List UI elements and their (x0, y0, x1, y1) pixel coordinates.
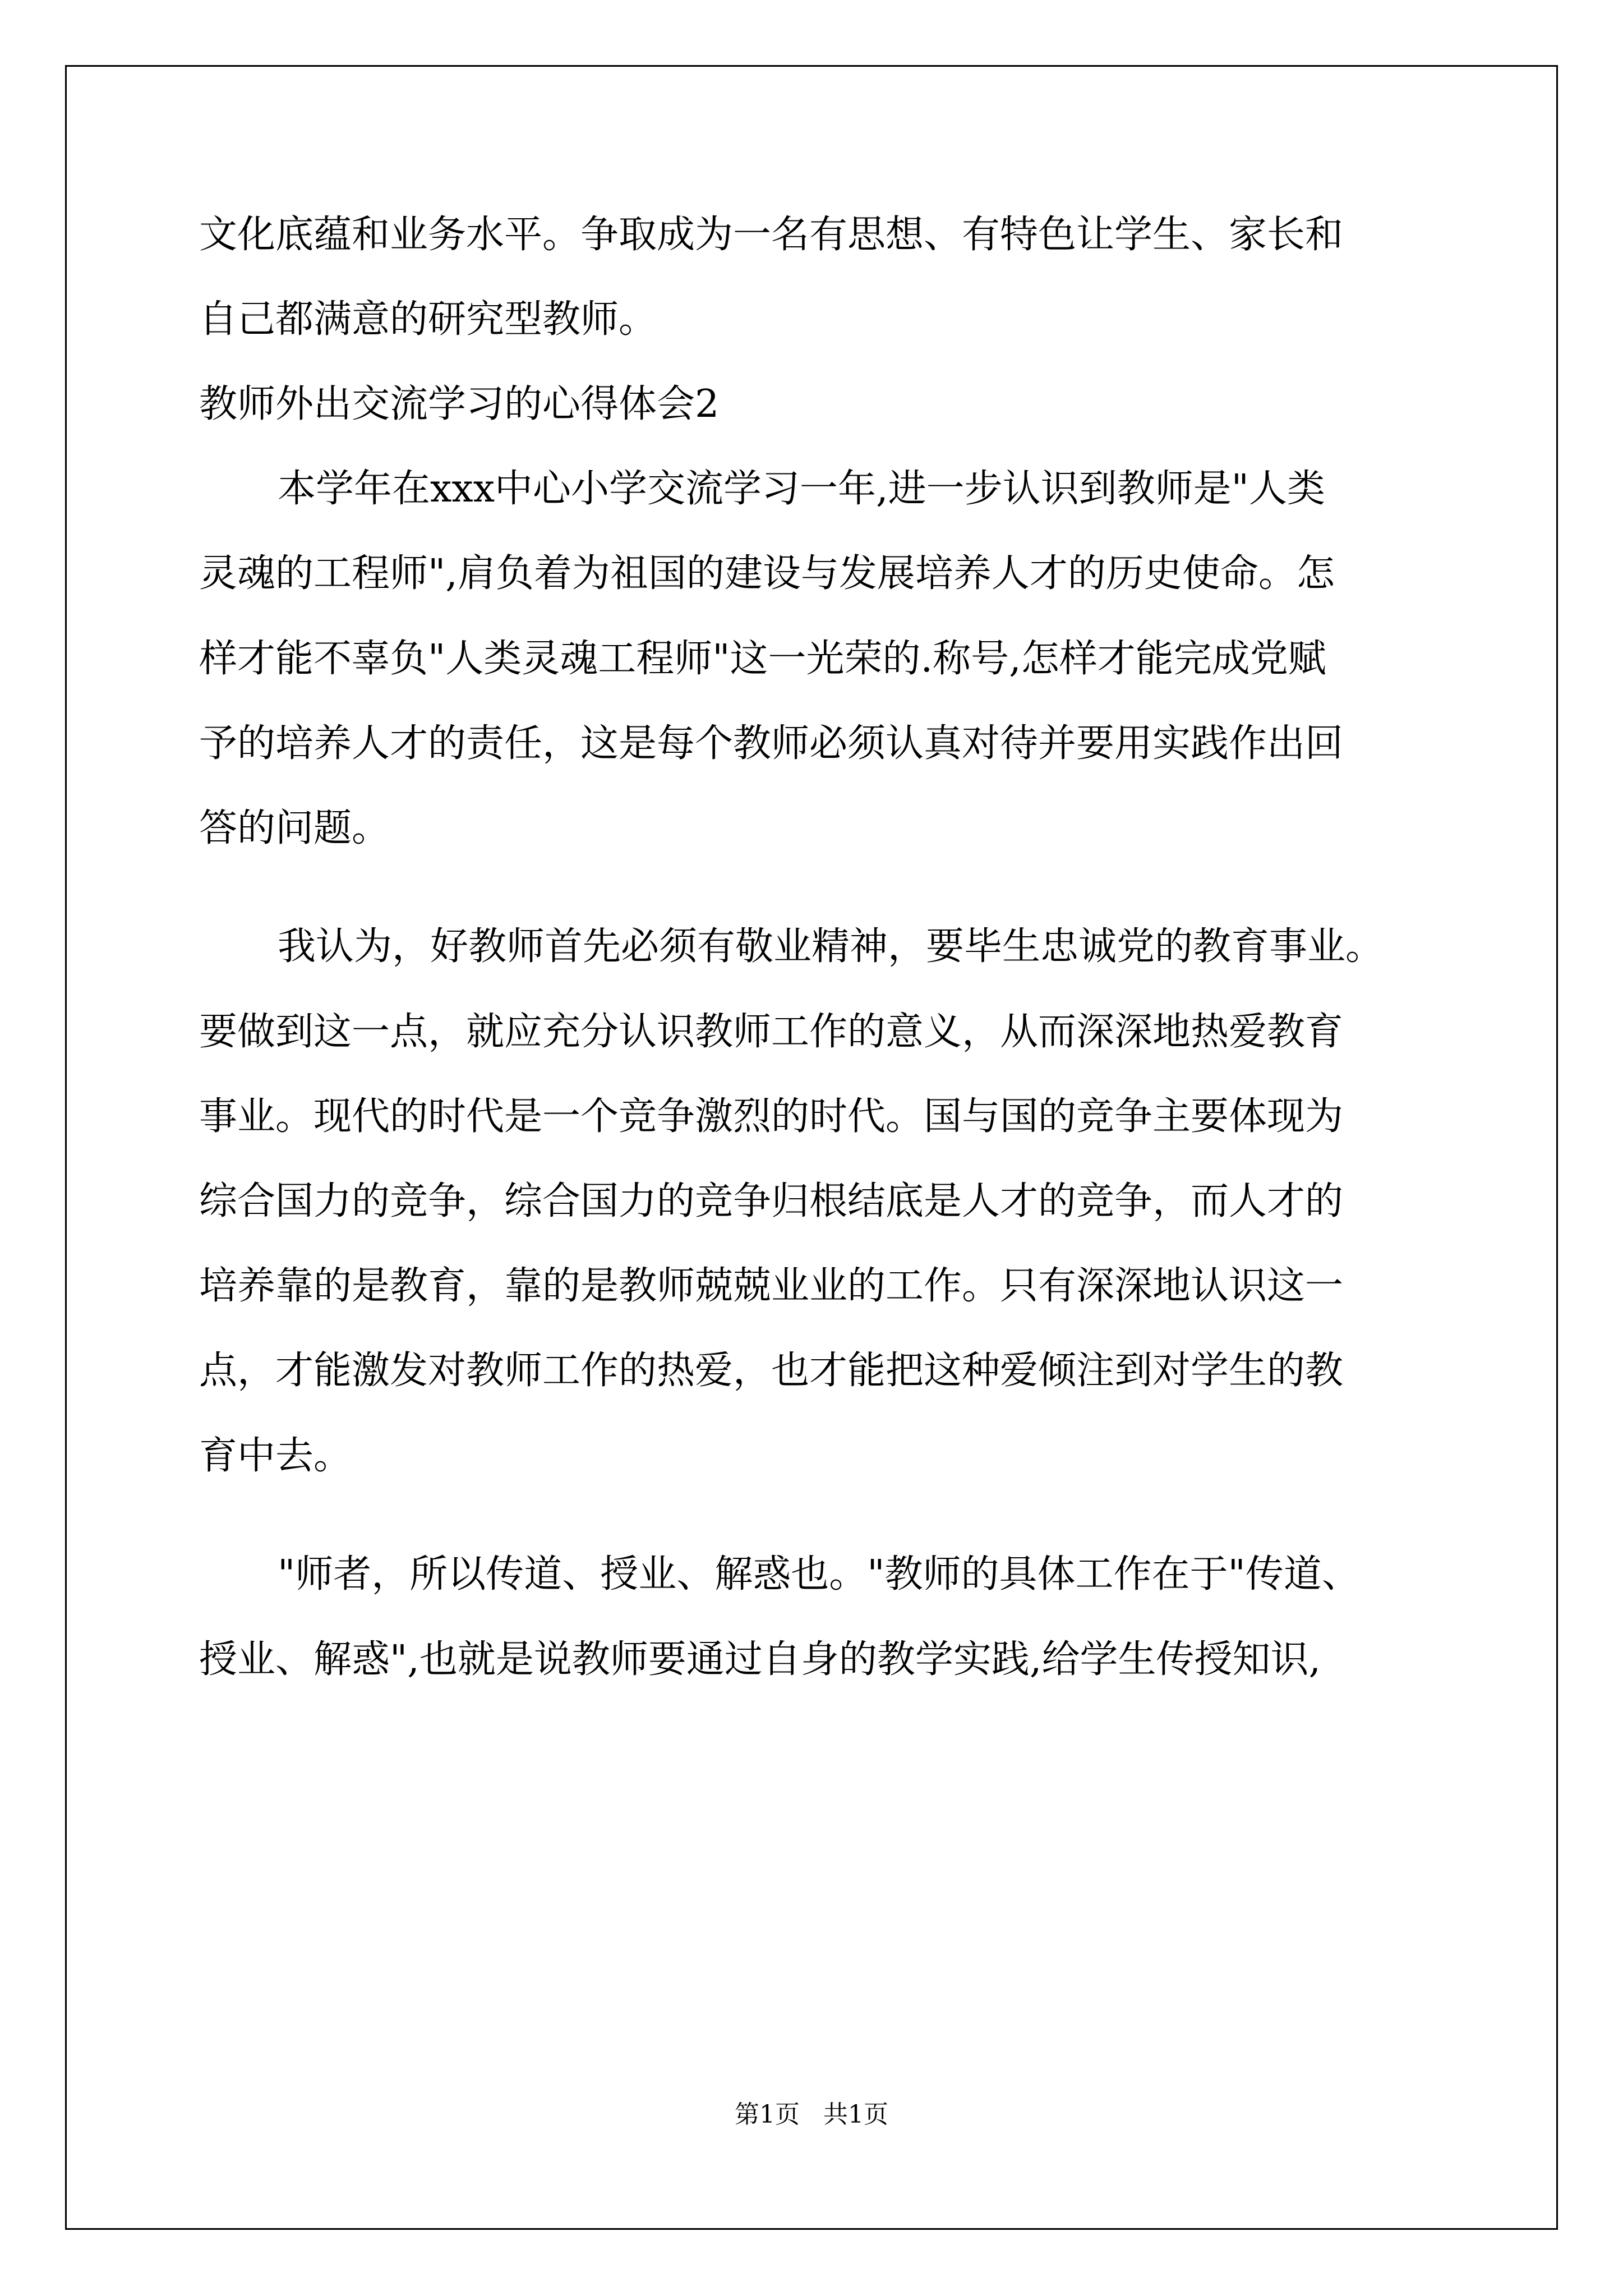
page-number: 第1页 共1页 (735, 2100, 888, 2129)
body-line: 文化底蕴和业务水平。争取成为一名有思想、有特色让学生、家长和 (199, 213, 1344, 257)
body-line: 培养靠的是教育，靠的是教师兢兢业业的工作。只有深深地认识这一 (199, 1264, 1344, 1308)
body-line: 综合国力的竞争，综合国力的竞争归根结底是人才的竞争，而人才的 (199, 1179, 1344, 1223)
body-line: 事业。现代的时代是一个竞争激烈的时代。国与国的竞争主要体现为 (199, 1094, 1344, 1139)
section-heading: 教师外出交流学习的心得体会2 (199, 382, 720, 426)
body-line: 育中去。 (199, 1434, 352, 1478)
body-line: 点，才能激发对教师工作的热爱，也才能把这种爱倾注到对学生的教 (199, 1349, 1344, 1393)
body-line: 自己都满意的研究型教师。 (199, 297, 657, 342)
body-line: 答的问题。 (199, 806, 390, 850)
body-line: 授业、解惑",也就是说教师要通过自身的教学实践,给学生传授知识, (199, 1637, 1321, 1682)
body-line: 予的培养人才的责任，这是每个教师必须认真对待并要用实践作出回 (199, 721, 1344, 766)
body-line: 本学年在xxx中心小学交流学习一年,进一步认识到教师是"人类 (278, 467, 1325, 511)
body-line: 样才能不辜负"人类灵魂工程师"这一光荣的.称号,怎样才能完成党赋 (199, 637, 1326, 681)
body-line: 要做到这一点，就应充分认识教师工作的意义，从而深深地热爱教育 (199, 1010, 1344, 1054)
body-line: 灵魂的工程师",肩负着为祖国的建设与发展培养人才的历史使命。怎 (199, 551, 1335, 596)
body-line: "师者，所以传道、授业、解惑也。"教师的具体工作在于"传道、 (278, 1552, 1360, 1596)
body-line: 我认为，好教师首先必须有敬业精神，要毕生忠诚党的教育事业。 (278, 924, 1384, 969)
